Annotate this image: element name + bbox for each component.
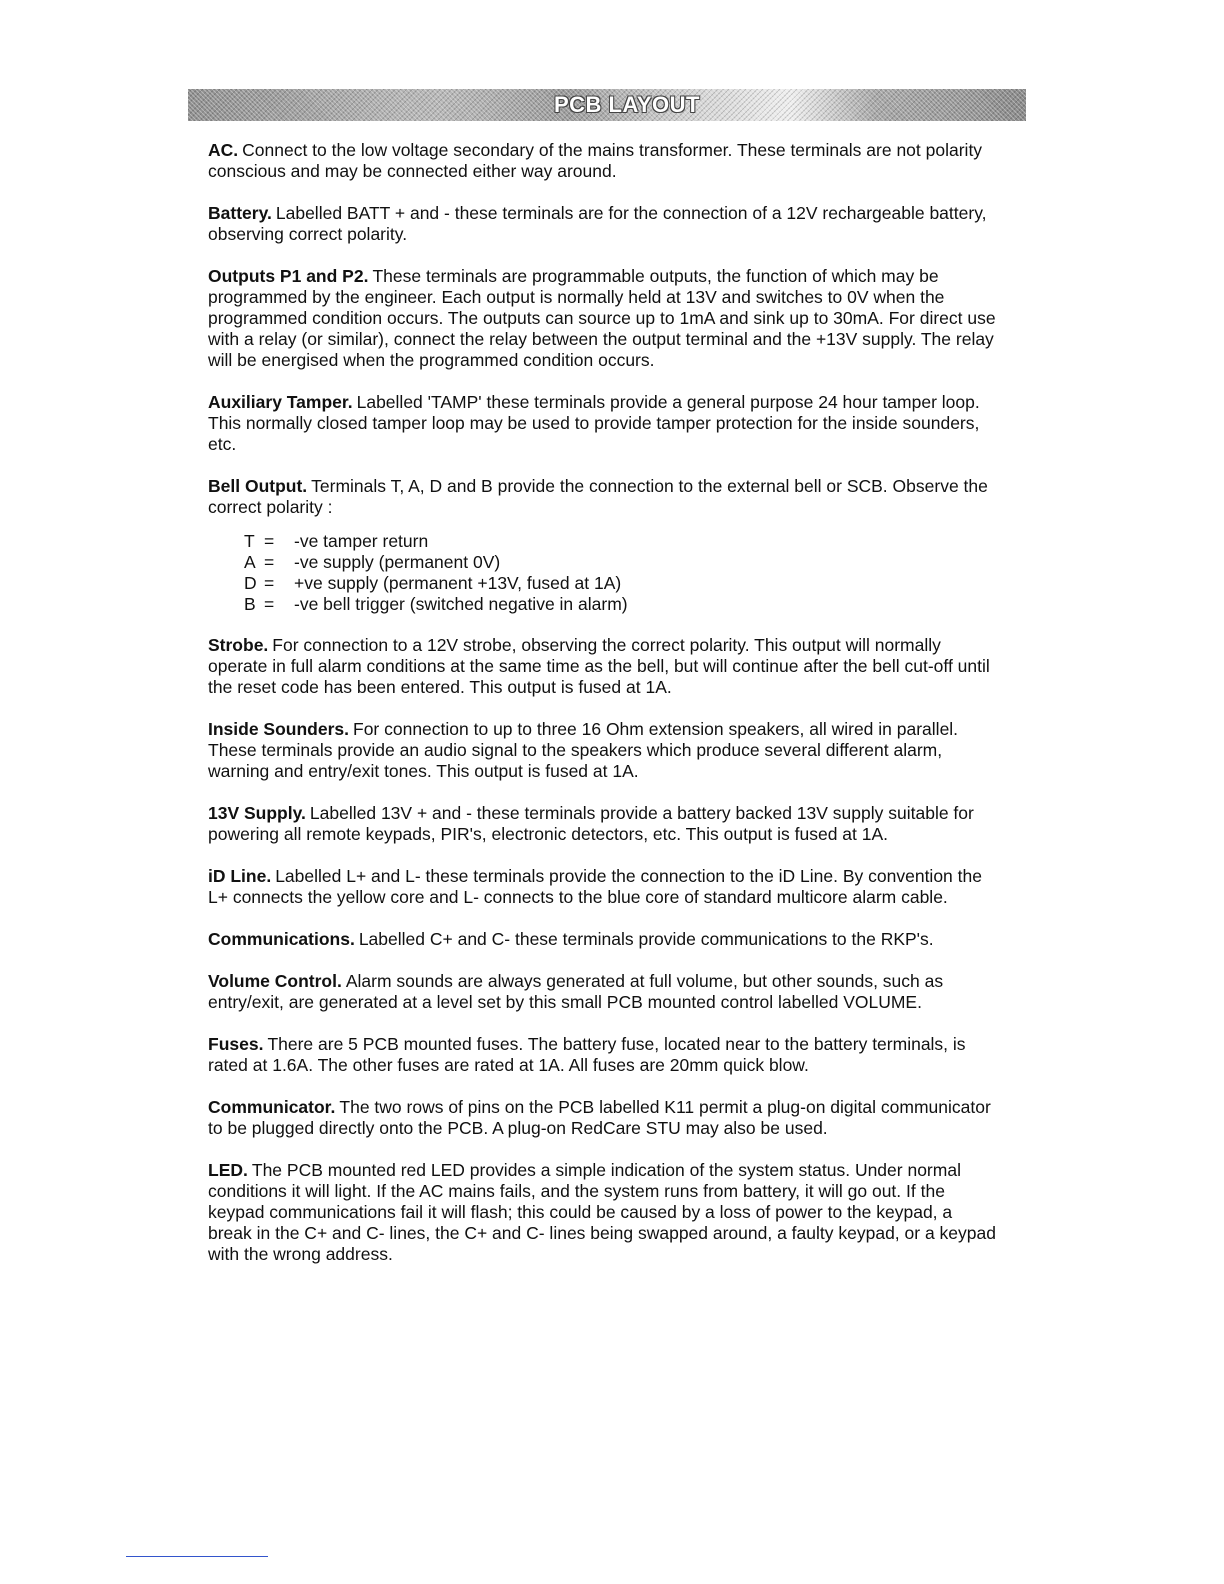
section-ac xyxy=(208,140,998,182)
section-outputs xyxy=(208,266,998,371)
section-heading: 13V Supply. xyxy=(208,803,306,823)
section-text: There are 5 PCB mounted fuses. The battery fuse, located near to the battery terminals, is rated at 1.6A. The other fuses are rated at 1A. All fuses are 20mm quick blow. xyxy=(208,1034,966,1075)
section-bell-output xyxy=(208,476,998,518)
section-text: Terminals T, A, D and B provide the connection to the external bell or SCB. Observe the correct polarity : xyxy=(208,476,988,517)
equals-sign: = xyxy=(264,531,275,551)
section-text: Labelled 'TAMP' these terminals provide a general purpose 24 hour tamper loop. This normally closed tamper loop may be used to provide tamper protection for the inside sounders, etc. xyxy=(208,392,980,454)
section-text: Labelled BATT + and - these terminals are for the connection of a 12V rechargeable battery, observing correct polarity. xyxy=(208,203,987,244)
terminal-letter: B xyxy=(244,594,256,614)
section-text: For connection to up to three 16 Ohm extension speakers, all wired in parallel. These terminals provide an audio signal to the speakers which produce several different alarm, warning and entry/exit tones. This output is fused at 1A. xyxy=(208,719,959,781)
terminal-description: +ve supply (permanent +13V, fused at 1A) xyxy=(294,573,622,593)
section-heading: AC. xyxy=(208,140,239,160)
equals-sign: = xyxy=(264,594,275,614)
legend-row xyxy=(244,573,998,594)
section-text: For connection to a 12V strobe, observing the correct polarity. This output will normally operate in full alarm conditions at the same time as the bell, but will continue after the bell cut-off until the reset code has been entered. This output is fused at 1A. xyxy=(208,635,990,697)
equals-sign: = xyxy=(264,552,275,572)
section-heading: Outputs P1 and P2. xyxy=(208,266,369,286)
section-banner xyxy=(188,89,1026,121)
section-strobe xyxy=(208,635,998,698)
section-heading: Bell Output. xyxy=(208,476,308,496)
section-heading: Auxiliary Tamper. xyxy=(208,392,353,412)
section-text: Alarm sounds are always generated at full volume, but other sounds, such as entry/exit, are generated at a level set by this small PCB mounted control labelled VOLUME. xyxy=(208,971,944,1012)
section-id-line xyxy=(208,866,998,908)
section-heading: Inside Sounders. xyxy=(208,719,349,739)
terminal-description: -ve tamper return xyxy=(294,531,429,551)
equals-sign: = xyxy=(264,573,275,593)
legend-row xyxy=(244,552,998,573)
terminal-letter: T xyxy=(244,531,255,551)
terminal-description: -ve supply (permanent 0V) xyxy=(294,552,501,572)
section-text: Connect to the low voltage secondary of the mains transformer. These terminals are not polarity conscious and may be connected either way around. xyxy=(208,140,983,181)
section-text: The PCB mounted red LED provides a simple indication of the system status. Under normal conditions it will light. If the AC mains fails, and the system runs from battery, it will go out. If the keypad communications fail it will flash; this could be caused by a loss of power to the keypad, a break in the C+ and C- lines, the C+ and C- lines being swapped around, a faulty keypad, or a keypad with the wrong address. xyxy=(208,1160,996,1264)
section-text: Labelled 13V + and - these terminals provide a battery backed 13V supply suitable for powering all remote keypads, PIR's, electronic detectors, etc. This output is fused at 1A. xyxy=(208,803,974,844)
section-communicator xyxy=(208,1097,998,1139)
footer-rule xyxy=(126,1556,268,1557)
section-text: The two rows of pins on the PCB labelled K11 permit a plug-on digital communicator to be plugged directly onto the PCB. A plug-on RedCare STU may also be used. xyxy=(208,1097,991,1138)
legend-row xyxy=(244,531,998,552)
terminal-letter: D xyxy=(244,573,257,593)
bell-terminal-legend xyxy=(244,531,998,615)
terminal-description: -ve bell trigger (switched negative in alarm) xyxy=(294,594,628,614)
section-heading: LED. xyxy=(208,1160,248,1180)
section-inside-sounders xyxy=(208,719,998,782)
section-text: Labelled C+ and C- these terminals provide communications to the RKP's. xyxy=(358,929,934,949)
section-13v-supply xyxy=(208,803,998,845)
document-body xyxy=(208,140,998,1286)
section-heading: Volume Control. xyxy=(208,971,342,991)
section-heading: iD Line. xyxy=(208,866,272,886)
section-heading: Communications. xyxy=(208,929,355,949)
banner-title: PCB LAYOUT xyxy=(554,92,700,117)
section-heading: Battery. xyxy=(208,203,272,223)
section-text: Labelled L+ and L- these terminals provide the connection to the iD Line. By convention the L+ connects the yellow core and L- connects to the blue core of standard multicore alarm cable. xyxy=(208,866,982,907)
section-battery xyxy=(208,203,998,245)
section-aux-tamper xyxy=(208,392,998,455)
section-heading: Communicator. xyxy=(208,1097,336,1117)
section-led xyxy=(208,1160,998,1265)
section-text: These terminals are programmable outputs, the function of which may be programmed by the engineer. Each output is normally held at 13V and switches to 0V when the programmed condition occurs. The outputs can source up to 1mA and sink up to 30mA. For direct use with a relay (or similar), connect the relay between the output terminal and the +13V supply. The relay will be energised when the programmed condition occurs. xyxy=(208,266,996,370)
section-heading: Fuses. xyxy=(208,1034,264,1054)
section-communications xyxy=(208,929,998,950)
legend-row xyxy=(244,594,998,615)
section-heading: Strobe. xyxy=(208,635,269,655)
section-fuses xyxy=(208,1034,998,1076)
section-volume-control xyxy=(208,971,998,1013)
terminal-letter: A xyxy=(244,552,256,572)
